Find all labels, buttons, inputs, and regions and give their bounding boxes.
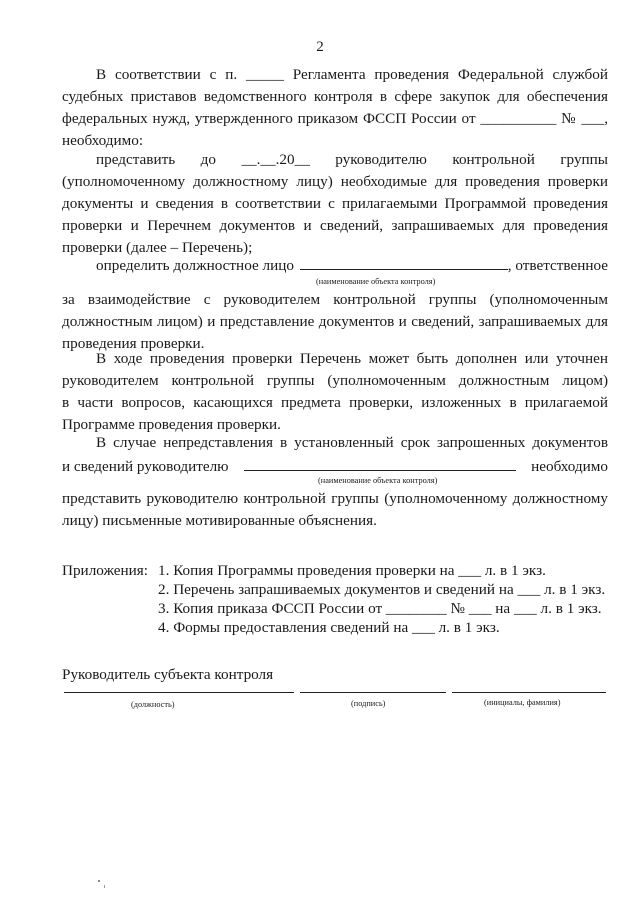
text-line: необходимо: bbox=[62, 132, 144, 149]
signature-line bbox=[300, 692, 446, 693]
text-segment: и сведений руководителю bbox=[62, 458, 229, 475]
text-line: за взаимодействие с руководителем контрольной группы (уполномоченным bbox=[62, 291, 608, 308]
field-caption: (наименование объекта контроля) bbox=[318, 476, 438, 485]
text-line: федеральных нужд, утвержденного приказом ФССП России от __________ № ___, bbox=[62, 110, 608, 127]
attachments-list bbox=[62, 561, 622, 637]
text-line: проведения проверки. bbox=[62, 335, 205, 352]
text-segment: определить должностное лицо bbox=[96, 257, 294, 274]
text-line: Программе проведения проверки. bbox=[62, 416, 281, 433]
text-segment: необходимо bbox=[531, 458, 608, 475]
text-line: (уполномоченному должностному лицу) необходимые для проведения проверки bbox=[62, 173, 608, 190]
scan-speck bbox=[104, 885, 105, 888]
position-caption: (должность) bbox=[131, 700, 175, 709]
paragraph-responsible-cont bbox=[62, 289, 608, 355]
text-line: В соответствии с п. _____ Регламента проведения Федеральной службой bbox=[96, 66, 608, 83]
text-segment: , ответственное bbox=[507, 257, 608, 274]
paragraph-responsible bbox=[62, 253, 608, 275]
text-line: проверки (далее – Перечень); bbox=[62, 239, 253, 256]
text-line: в части вопросов, касающихся предмета проверки, изложенных в прилагаемой bbox=[62, 394, 608, 411]
object-name-blank bbox=[300, 253, 508, 270]
paragraph-failure-cont bbox=[62, 488, 608, 532]
field-caption: (наименование объекта контроля) bbox=[316, 277, 436, 286]
text-line: проверки и Перечнем документов и сведений, запрашиваемых для проведения bbox=[62, 217, 608, 234]
paragraph-amendment bbox=[62, 348, 608, 436]
signature-caption: (подпись) bbox=[351, 699, 386, 708]
text-line: представить руководителю контрольной группы (уполномоченному должностному bbox=[62, 490, 608, 507]
text-line: В случае непредставления в установленный срок запрошенных документов bbox=[96, 434, 608, 451]
text-line: представить до __.__.20__ руководителю контрольной группы bbox=[96, 151, 608, 168]
signature-title: Руководитель субъекта контроля bbox=[62, 666, 274, 683]
paragraph-failure bbox=[62, 432, 608, 476]
paragraph-regulation bbox=[62, 64, 608, 152]
name-caption: (инициалы, фамилия) bbox=[484, 698, 561, 707]
text-line: должностным лицом) и представление документов и сведений, запрашиваемых для bbox=[62, 313, 608, 330]
paragraph-submit bbox=[62, 149, 608, 259]
text-line: документы и сведения в соответствии с прилагаемыми Программой проведения bbox=[62, 195, 608, 212]
text-line: руководителем контрольной группы (уполномоченным должностным лицом) bbox=[62, 372, 608, 389]
scan-speck bbox=[98, 880, 100, 882]
name-signature-line bbox=[452, 692, 606, 693]
attachments-label: Приложения: bbox=[62, 562, 148, 579]
position-signature-line bbox=[64, 692, 294, 693]
text-line: лицу) письменные мотивированные объяснения. bbox=[62, 512, 377, 529]
attachment-item: 1. Копия Программы проведения проверки на ___ л. в 1 экз. bbox=[158, 562, 546, 579]
text-line: В ходе проведения проверки Перечень может быть дополнен или уточнен bbox=[96, 350, 608, 367]
attachment-item: 4. Формы предоставления сведений на ___ л. в 1 экз. bbox=[158, 619, 500, 636]
text-line: судебных приставов ведомственного контроля в сфере закупок для обеспечения bbox=[62, 88, 608, 105]
attachment-item: 2. Перечень запрашиваемых документов и сведений на ___ л. в 1 экз. bbox=[158, 581, 606, 598]
object-name-blank bbox=[244, 454, 516, 471]
page-number: 2 bbox=[316, 39, 324, 55]
attachment-item: 3. Копия приказа ФССП России от ________ № ___ на ___ л. в 1 экз. bbox=[158, 600, 602, 617]
